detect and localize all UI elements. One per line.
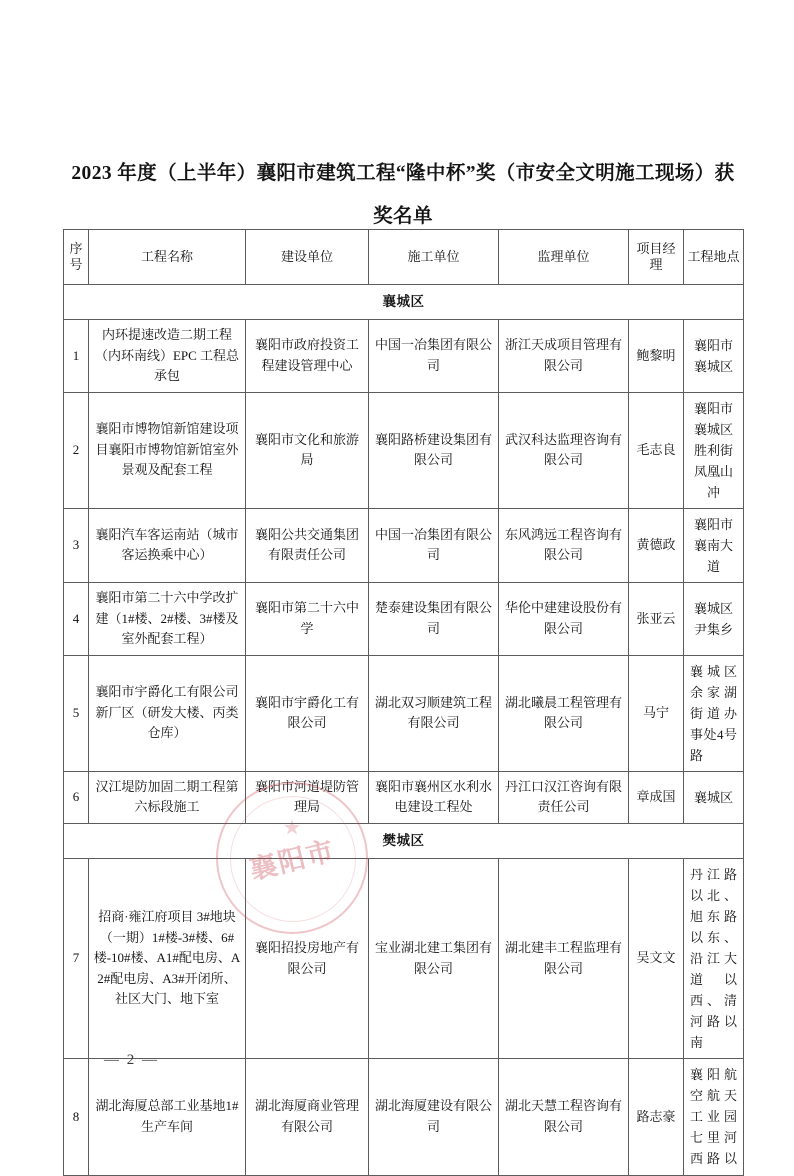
cell-project-location: 襄阳市襄城区胜利街凤凰山冲	[684, 392, 744, 508]
cell-project-manager: 路志豪	[629, 1059, 684, 1175]
cell-construction-unit: 襄阳市河道堤防管理局	[246, 771, 369, 823]
table-row	[64, 655, 744, 771]
cell-no: 1	[64, 320, 89, 393]
cell-contractor-unit: 襄阳路桥建设集团有限公司	[369, 392, 499, 508]
column-header-construction-unit: 建设单位	[246, 230, 369, 285]
cell-construction-unit: 湖北海厦商业管理有限公司	[246, 1059, 369, 1175]
cell-no: 7	[64, 858, 89, 1058]
seal-text: 襄阳市	[246, 835, 339, 886]
section-header-row	[64, 285, 744, 320]
cell-project-name: 内环提速改造二期工程（内环南线）EPC 工程总承包	[89, 320, 246, 393]
section-title: 樊城区	[64, 823, 744, 858]
cell-project-location: 襄城区	[684, 771, 744, 823]
cell-project-name: 汉江堤防加固二期工程第六标段施工	[89, 771, 246, 823]
table-row	[64, 320, 744, 393]
cell-contractor-unit: 宝业湖北建工集团有限公司	[369, 858, 499, 1058]
cell-construction-unit: 襄阳公共交通集团有限责任公司	[246, 508, 369, 582]
cell-project-name: 襄阳市宇爵化工有限公司新厂区（研发大楼、丙类仓库）	[89, 655, 246, 771]
table-row	[64, 582, 744, 655]
page-title: 2023 年度（上半年）襄阳市建筑工程“隆中杯”奖（市安全文明施工现场）获奖名单	[71, 163, 735, 227]
cell-supervision-unit: 湖北建丰工程监理有限公司	[499, 858, 629, 1058]
cell-project-location: 襄城区尹集乡	[684, 582, 744, 655]
column-header-project-name: 工程名称	[89, 230, 246, 285]
cell-project-manager: 章成国	[629, 771, 684, 823]
cell-project-manager: 吴文文	[629, 858, 684, 1058]
cell-supervision-unit: 武汉科达监理咨询有限公司	[499, 392, 629, 508]
cell-project-location: 襄城区余家湖街道办事处4号路	[684, 655, 744, 771]
cell-contractor-unit: 楚泰建设集团有限公司	[369, 582, 499, 655]
column-header-project-location: 工程地点	[684, 230, 744, 285]
cell-project-name: 襄阳汽车客运南站（城市客运换乘中心）	[89, 508, 246, 582]
cell-project-location: 丹江路以北、旭东路以东、沿江大道以西、清河路以南	[684, 858, 744, 1058]
cell-supervision-unit: 东风鸿远工程咨询有限公司	[499, 508, 629, 582]
table-body	[64, 285, 744, 1176]
cell-construction-unit: 襄阳市文化和旅游局	[246, 392, 369, 508]
section-header-row	[64, 823, 744, 858]
section-title: 襄城区	[64, 285, 744, 320]
seal-star-icon: ★	[282, 815, 302, 840]
cell-project-name: 湖北海厦总部工业基地1#生产车间	[89, 1059, 246, 1175]
cell-supervision-unit: 湖北天慧工程咨询有限公司	[499, 1059, 629, 1175]
table-row	[64, 771, 744, 823]
cell-project-location: 襄阳市襄城区	[684, 320, 744, 393]
cell-construction-unit: 襄阳招投房地产有限公司	[246, 858, 369, 1058]
cell-project-manager: 张亚云	[629, 582, 684, 655]
cell-contractor-unit: 湖北海厦建设有限公司	[369, 1059, 499, 1175]
cell-project-location: 襄阳航空航天工业园七里河西路以	[684, 1059, 744, 1175]
cell-project-manager: 马宁	[629, 655, 684, 771]
cell-supervision-unit: 湖北曦晨工程管理有限公司	[499, 655, 629, 771]
cell-supervision-unit: 丹江口汉江咨询有限责任公司	[499, 771, 629, 823]
cell-no: 8	[64, 1059, 89, 1175]
cell-project-name: 襄阳市博物馆新馆建设项目襄阳市博物馆新馆室外景观及配套工程	[89, 392, 246, 508]
cell-project-location: 襄阳市襄南大道	[684, 508, 744, 582]
table-header-row	[64, 230, 744, 285]
cell-project-manager: 毛志良	[629, 392, 684, 508]
cell-project-name: 招商·雍江府项目 3#地块（一期）1#楼-3#楼、6#楼-10#楼、A1#配电房、A2#配电房、A3#开闭所、社区大门、地下室	[89, 858, 246, 1058]
cell-supervision-unit: 华伦中建建设股份有限公司	[499, 582, 629, 655]
column-header-no: 序号	[64, 230, 89, 285]
cell-construction-unit: 襄阳市第二十六中学	[246, 582, 369, 655]
cell-construction-unit: 襄阳市政府投资工程建设管理中心	[246, 320, 369, 393]
table-row	[64, 1059, 744, 1175]
cell-contractor-unit: 中国一冶集团有限公司	[369, 320, 499, 393]
cell-no: 3	[64, 508, 89, 582]
cell-no: 2	[64, 392, 89, 508]
column-header-supervision-unit: 监理单位	[499, 230, 629, 285]
cell-contractor-unit: 襄阳市襄州区水利水电建设工程处	[369, 771, 499, 823]
page-number-footer: — 2 —	[104, 1052, 159, 1068]
cell-contractor-unit: 中国一冶集团有限公司	[369, 508, 499, 582]
table-row	[64, 392, 744, 508]
cell-no: 4	[64, 582, 89, 655]
table-row	[64, 508, 744, 582]
cell-no: 5	[64, 655, 89, 771]
cell-no: 6	[64, 771, 89, 823]
column-header-project-manager: 项目经理	[629, 230, 684, 285]
award-list-table	[63, 229, 744, 1176]
cell-project-name: 襄阳市第二十六中学改扩建（1#楼、2#楼、3#楼及室外配套工程）	[89, 582, 246, 655]
table-row	[64, 858, 744, 1058]
cell-contractor-unit: 湖北双习顺建筑工程有限公司	[369, 655, 499, 771]
cell-supervision-unit: 浙江天成项目管理有限公司	[499, 320, 629, 393]
column-header-contractor-unit: 施工单位	[369, 230, 499, 285]
cell-construction-unit: 襄阳市宇爵化工有限公司	[246, 655, 369, 771]
cell-project-manager: 鲍黎明	[629, 320, 684, 393]
cell-project-manager: 黄德政	[629, 508, 684, 582]
